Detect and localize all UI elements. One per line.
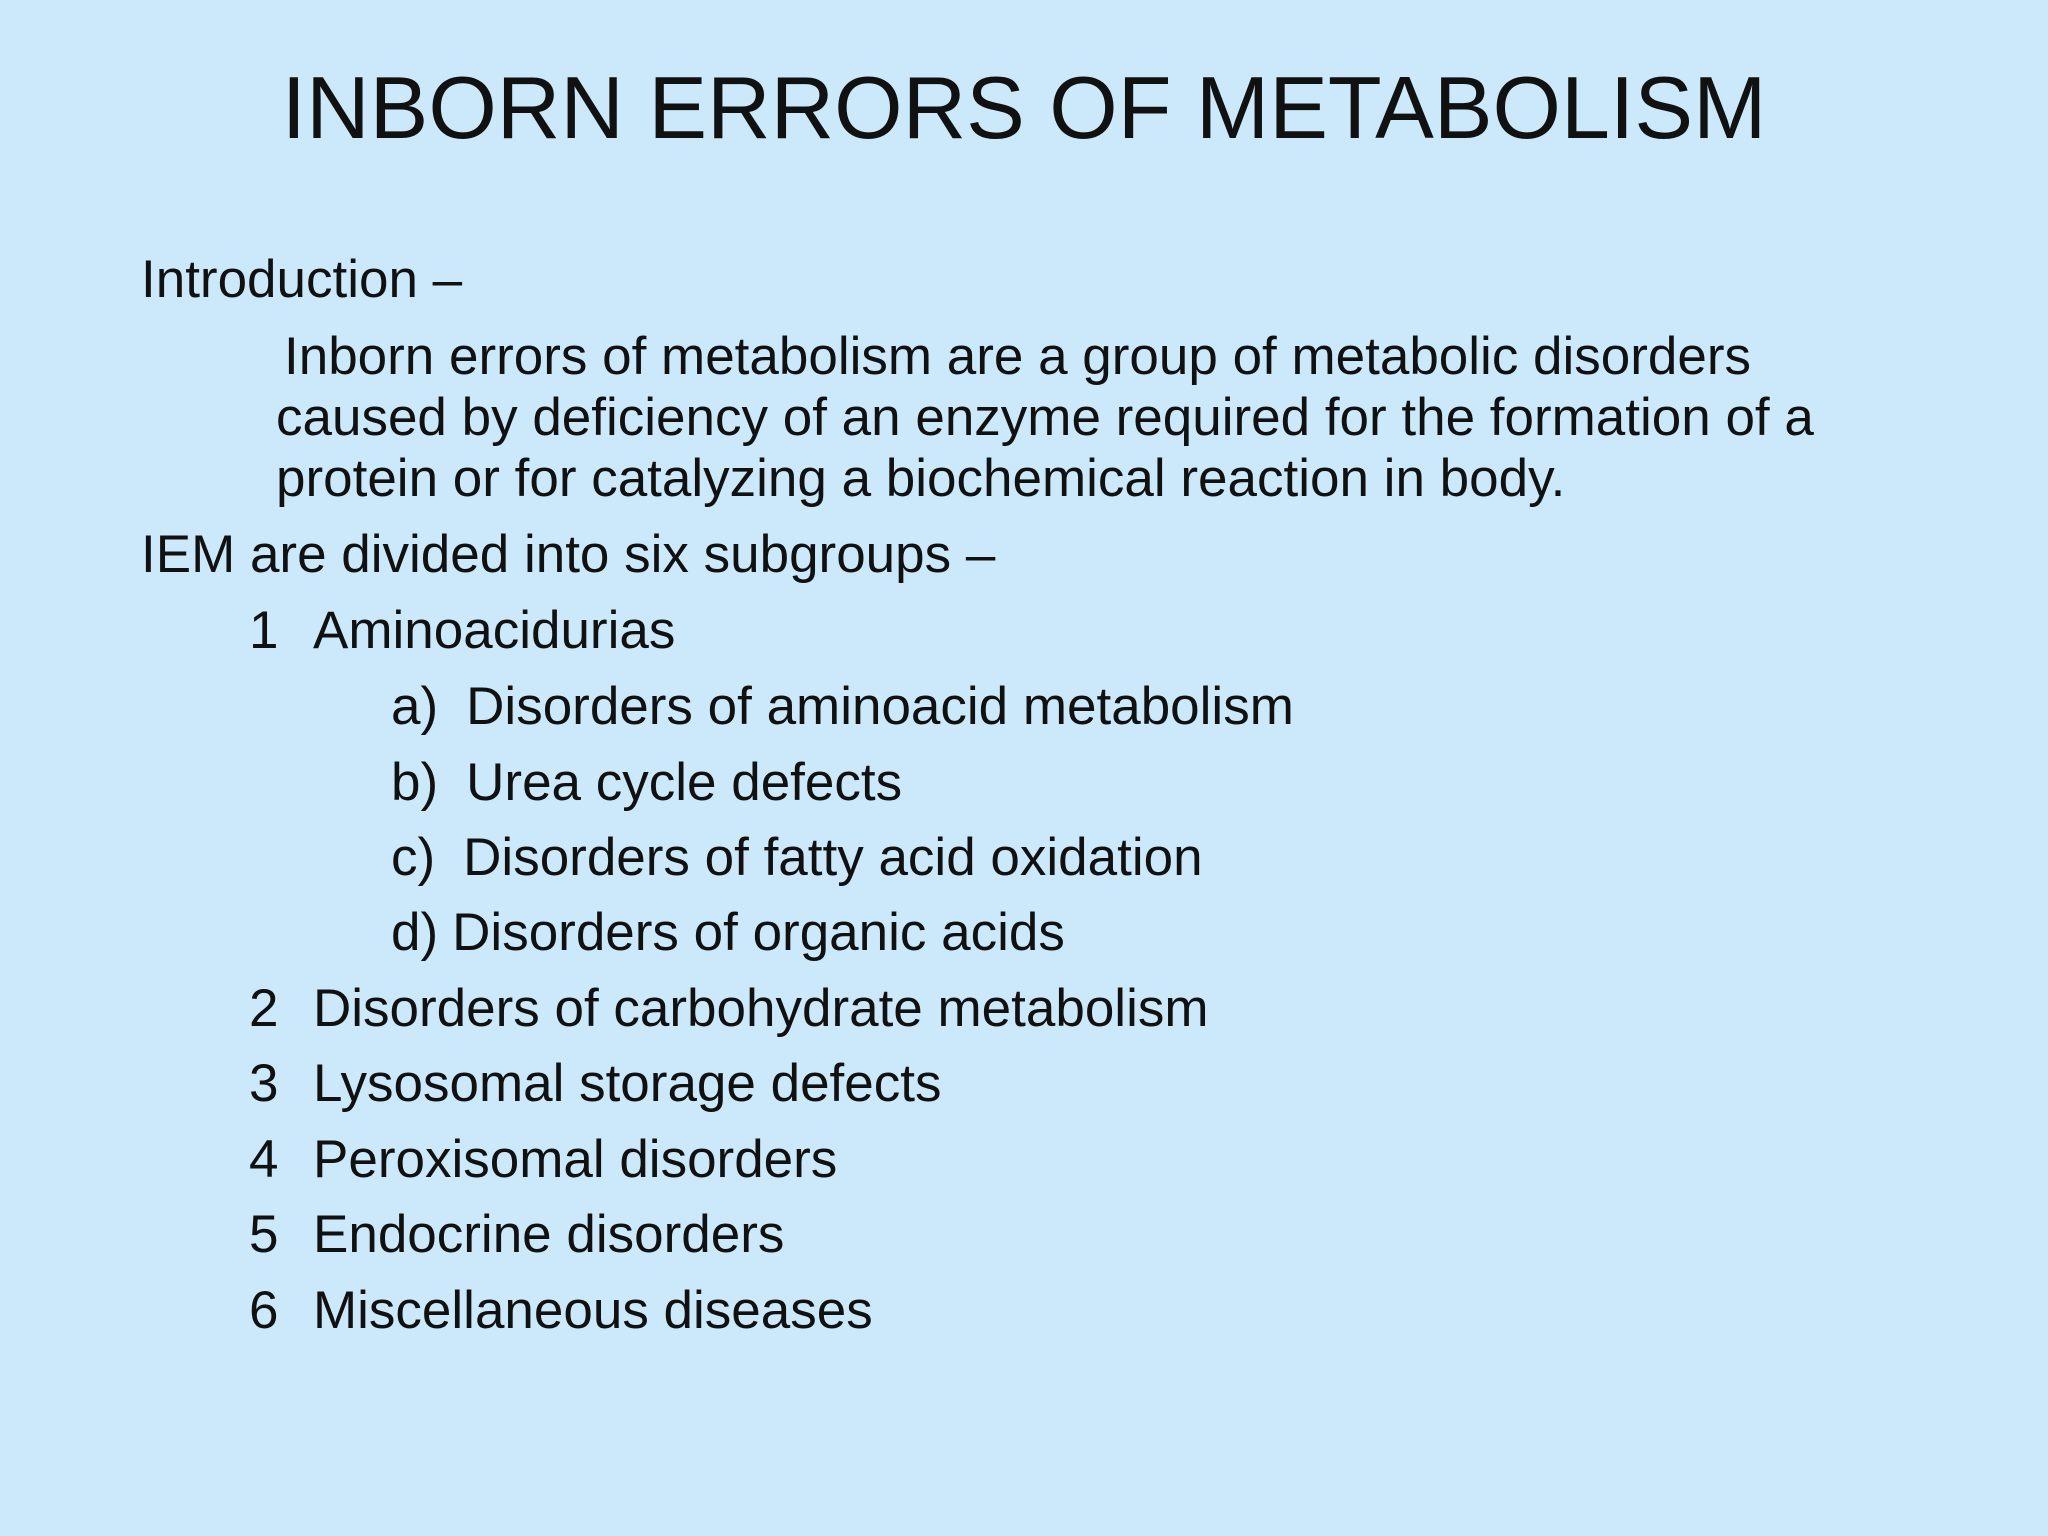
subgroup-number: 4	[249, 1130, 279, 1189]
subitem-label: Disorders of fatty acid oxidation	[463, 828, 1203, 887]
subgroup-number: 5	[249, 1205, 279, 1264]
subgroup-number: 3	[249, 1054, 279, 1113]
introduction-line: Inborn errors of metabolism are a group of metabolic disorders	[284, 327, 1752, 386]
introduction-paragraph	[276, 326, 1976, 509]
subgroup-number: 6	[249, 1281, 279, 1340]
subgroup-item	[249, 1053, 941, 1115]
subgroup-item	[249, 600, 675, 662]
subgroup-item	[249, 978, 1209, 1040]
subgroup-number: 1	[249, 601, 279, 660]
subgroup-label: Peroxisomal disorders	[313, 1130, 838, 1189]
slide-title: INBORN ERRORS OF METABOLISM	[281, 58, 1767, 157]
subgroup-label: Disorders of carbohydrate metabolism	[313, 979, 1209, 1038]
subgroup-label: Endocrine disorders	[313, 1205, 785, 1264]
subitem-letter: b)	[391, 753, 439, 812]
subitem-label: Disorders of aminoacid metabolism	[466, 677, 1294, 736]
subitem-letter: a)	[391, 677, 439, 736]
subitem-label: Disorders of organic acids	[452, 903, 1065, 962]
subitem-label: Urea cycle defects	[466, 753, 903, 812]
subgroup-number: 2	[249, 979, 279, 1038]
subgroups-heading: IEM are divided into six subgroups –	[141, 525, 996, 584]
subitem-letter: d)	[391, 903, 439, 962]
introduction-line: protein or for catalyzing a biochemical reaction in body.	[276, 449, 1566, 508]
subgroup-label: Aminoacidurias	[313, 601, 676, 660]
subgroup-label: Lysosomal storage defects	[313, 1054, 942, 1113]
subgroup-item	[249, 1129, 837, 1191]
introduction-heading: Introduction –	[141, 250, 463, 309]
subgroup-item	[249, 1204, 784, 1266]
subgroup-subitem	[391, 902, 1065, 964]
subgroup-subitem	[391, 827, 1203, 889]
subgroup-label: Miscellaneous diseases	[313, 1281, 873, 1340]
subgroup-subitem	[391, 752, 902, 814]
introduction-line: caused by deficiency of an enzyme required for the formation of a	[276, 388, 1814, 447]
subgroup-subitem	[391, 676, 1294, 738]
subitem-letter: c)	[391, 828, 436, 887]
subgroup-item	[249, 1280, 873, 1342]
